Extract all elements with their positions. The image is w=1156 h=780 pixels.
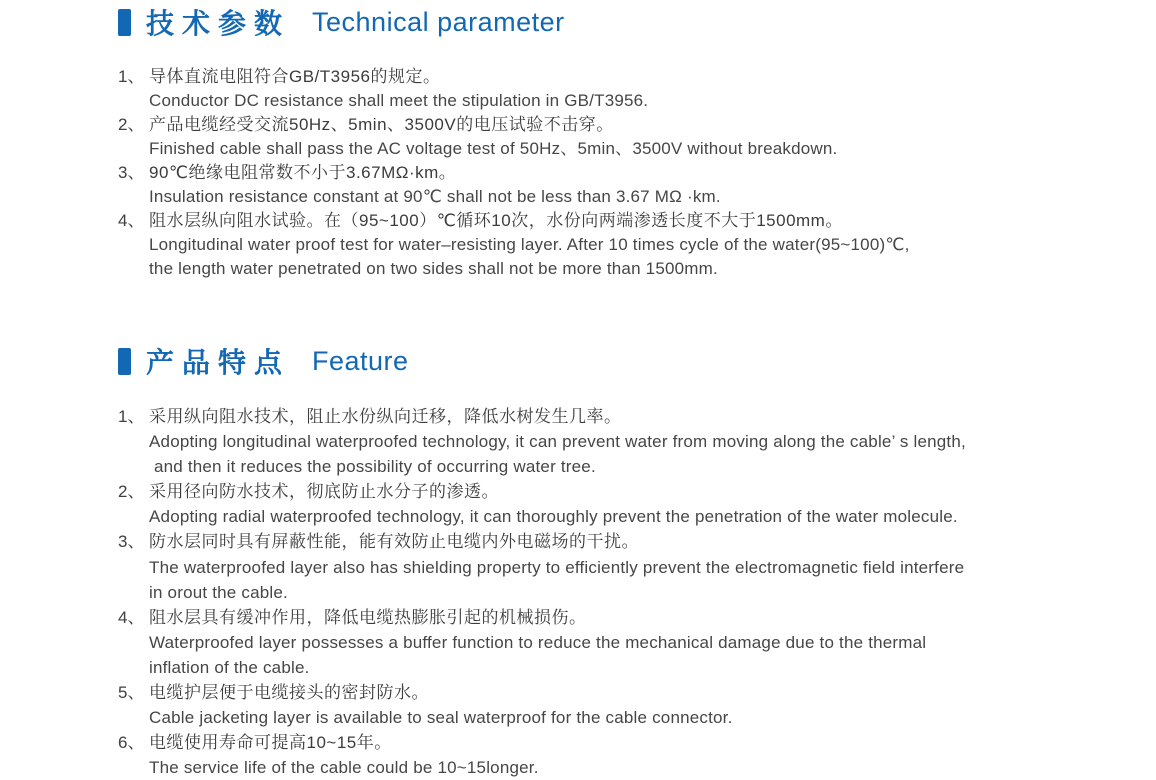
item-text-cn: 采用径向防水技术，彻底防止水分子的渗透。	[149, 482, 499, 502]
list-item	[118, 161, 1116, 209]
section-technical-parameter	[118, 2, 1116, 281]
section-marker-icon	[118, 9, 131, 36]
item-lines	[149, 404, 1116, 479]
item-lines	[149, 113, 1116, 161]
section-feature	[118, 341, 1116, 780]
list-item	[118, 680, 1116, 730]
list-item	[118, 479, 1116, 529]
item-text-en: Finished cable shall pass the AC voltage test of 50Hz、5min、3500V without breakdown.	[149, 139, 838, 158]
item-text-cn: 采用纵向阻水技术，阻止水份纵向迁移，降低水树发生几率。	[149, 407, 622, 426]
item-text-cn: 阻水层具有缓冲作用，降低电缆热膨胀引起的机械损伤。	[149, 607, 587, 627]
list-item	[118, 113, 1116, 161]
item-lines	[149, 161, 1116, 209]
section-title-cn: 产品特点	[146, 347, 291, 378]
item-number: 5、	[118, 683, 145, 703]
item-text-en: Longitudinal water proof test for water–resisting layer. After 10 times cycle of the water(95~100)℃,	[149, 235, 910, 254]
item-text-en: Adopting longitudinal waterproofed technology, it can prevent water from moving along the cable’ s length,	[149, 432, 966, 452]
item-number: 4、	[118, 211, 145, 230]
item-text-en: the length water penetrated on two sides shall not be more than 1500mm.	[149, 259, 718, 278]
item-text-cn: 防水层同时具有屏蔽性能，能有效防止电缆内外电磁场的干扰。	[149, 532, 639, 552]
item-number: 2、	[118, 115, 145, 134]
item-text-en: Cable jacketing layer is available to seal waterproof for the cable connector.	[149, 708, 733, 728]
item-text-cn: 阻水层纵向阻水试验。在（95~100）℃循环10次，水份向两端渗透长度不大于1500mm。	[149, 211, 843, 230]
item-text-cn: 电缆使用寿命可提高10~15年。	[149, 733, 392, 753]
list-item	[118, 65, 1116, 113]
section-title-en: Feature	[312, 345, 409, 376]
item-lines	[149, 605, 1116, 680]
list-item	[118, 730, 1116, 780]
item-text-en: Adopting radial waterproofed technology, it can thoroughly prevent the penetration of the water molecule.	[149, 507, 958, 527]
item-text-en: The service life of the cable could be 10~15longer.	[149, 758, 539, 778]
item-text-en: Conductor DC resistance shall meet the stipulation in GB/T3956.	[149, 91, 649, 110]
list-item	[118, 605, 1116, 680]
item-lines	[149, 479, 1116, 529]
item-text-en: inflation of the cable.	[149, 657, 310, 677]
list-item	[118, 404, 1116, 479]
item-text-cn: 导体直流电阻符合GB/T3956的规定。	[149, 67, 441, 86]
section-heading	[118, 341, 1116, 381]
item-number: 1、	[118, 67, 145, 86]
item-number: 2、	[118, 482, 145, 502]
item-text-en: and then it reduces the possibility of occurring water tree.	[149, 457, 596, 477]
section-heading	[118, 2, 1116, 42]
section-marker-icon	[118, 348, 131, 375]
item-lines	[149, 730, 1116, 780]
list-item	[118, 209, 1116, 281]
item-text-en: in orout the cable.	[149, 582, 288, 602]
item-text-en: The waterproofed layer also has shielding property to efficiently prevent the electromagnetic field interfere	[149, 557, 965, 577]
item-number: 4、	[118, 607, 145, 627]
technical-parameter-list	[118, 65, 1116, 281]
item-lines	[149, 529, 1116, 604]
item-text-cn: 产品电缆经受交流50Hz、5min、3500V的电压试验不击穿。	[149, 115, 614, 134]
item-text-cn: 90℃绝缘电阻常数不小于3.67MΩ·km。	[149, 163, 457, 182]
item-number: 3、	[118, 163, 145, 182]
list-item	[118, 529, 1116, 604]
item-text-en: Insulation resistance constant at 90℃ shall not be less than 3.67 MΩ ·km.	[149, 187, 721, 206]
feature-list	[118, 404, 1116, 780]
item-number: 1、	[118, 407, 145, 426]
section-title-cn: 技术参数	[146, 8, 291, 39]
item-text-en: Waterproofed layer possesses a buffer function to reduce the mechanical damage due to the thermal	[149, 632, 927, 652]
item-number: 6、	[118, 733, 145, 753]
item-lines	[149, 65, 1116, 113]
item-lines	[149, 209, 1116, 281]
section-title-en: Technical parameter	[312, 6, 565, 37]
item-lines	[149, 680, 1116, 730]
item-text-cn: 电缆护层便于电缆接头的密封防水。	[149, 683, 429, 703]
item-number: 3、	[118, 532, 145, 552]
